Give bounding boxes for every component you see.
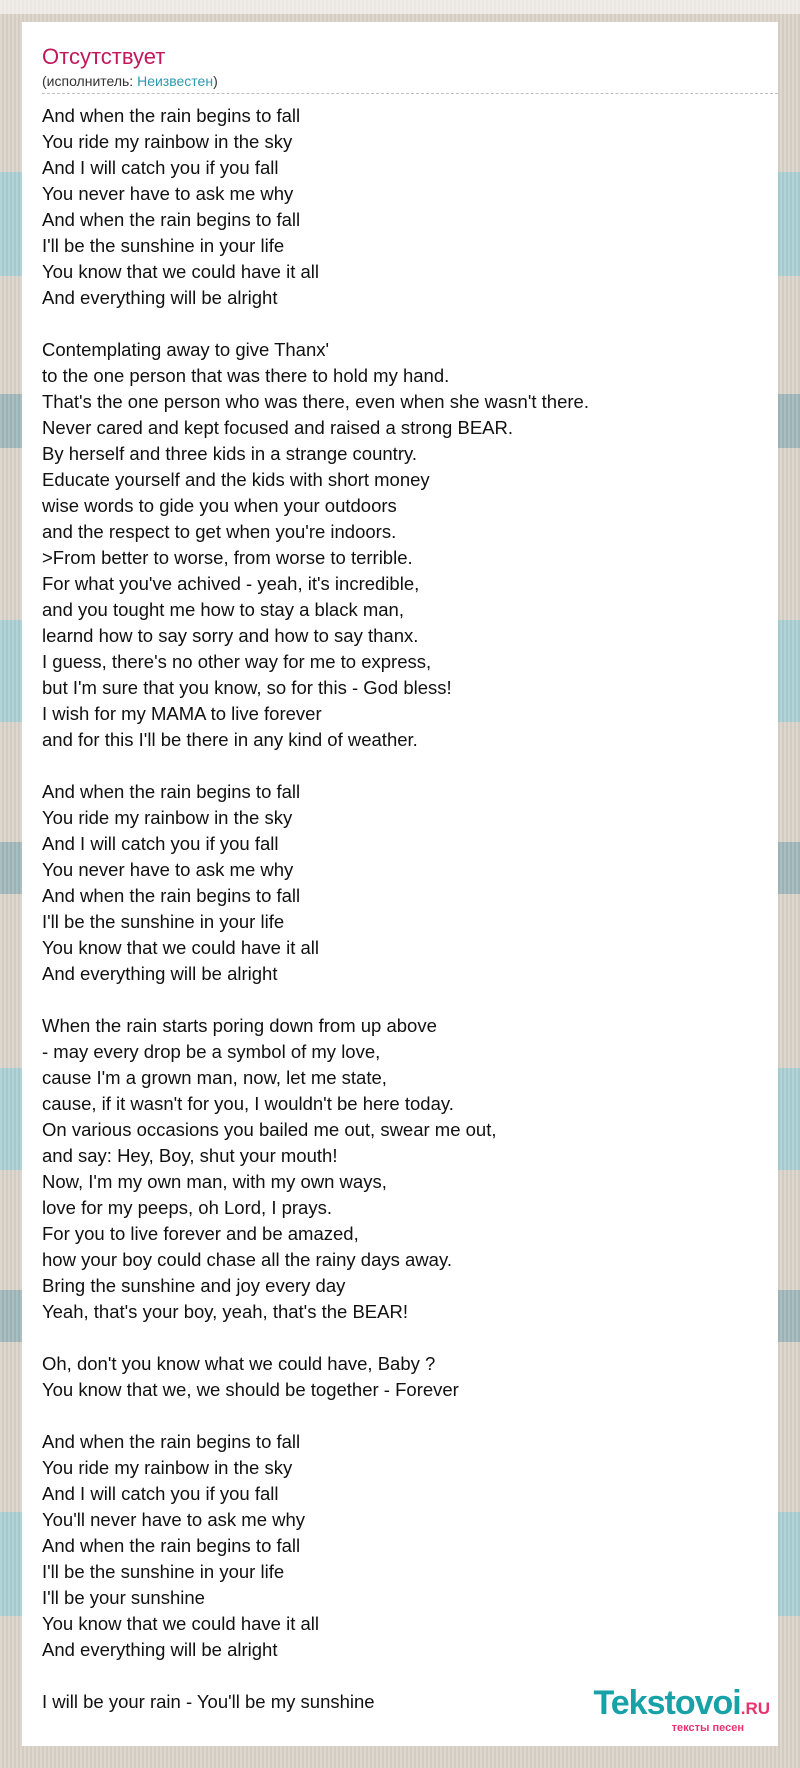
lyrics-line: And when the rain begins to fall: [42, 209, 301, 230]
lyrics-blank-line: [42, 753, 762, 779]
lyrics-line: You ride my rainbow in the sky: [42, 807, 293, 828]
lyrics-line: You never have to ask me why: [42, 859, 294, 880]
lyrics-line: Oh, don't you know what we could have, Baby ?: [42, 1353, 436, 1374]
artist-suffix: ): [213, 73, 218, 89]
lyrics-line: And everything will be alright: [42, 287, 278, 308]
logo-text: Tekstovoi: [593, 1684, 741, 1722]
lyrics-line: Educate yourself and the kids with short money: [42, 469, 430, 490]
lyrics-line: I will be your rain - You'll be my sunshine: [42, 1691, 375, 1712]
lyrics-line: Contemplating away to give Thanx': [42, 339, 330, 360]
lyrics-blank-line: [42, 987, 762, 1013]
lyrics-line: And everything will be alright: [42, 1639, 278, 1660]
artist-link[interactable]: Неизвестен: [137, 73, 214, 89]
lyrics-line: And when the rain begins to fall: [42, 1535, 301, 1556]
lyrics-blank-line: [42, 1325, 762, 1351]
lyrics-line: And I will catch you if you fall: [42, 1483, 279, 1504]
lyrics-blank-line: [42, 1403, 762, 1429]
lyrics-blank-line: [42, 311, 762, 337]
lyrics-line: and you tought me how to stay a black man,: [42, 599, 404, 620]
lyrics-line: and for this I'll be there in any kind of weather.: [42, 729, 418, 750]
lyrics-line: love for my peeps, oh Lord, I prays.: [42, 1197, 332, 1218]
lyrics-line: You never have to ask me why: [42, 183, 294, 204]
lyrics-card: [22, 22, 778, 1746]
lyrics-line: but I'm sure that you know, so for this - God bless!: [42, 677, 452, 698]
lyrics-line: For you to live forever and be amazed,: [42, 1223, 359, 1244]
lyrics-line: For what you've achived - yeah, it's incredible,: [42, 573, 420, 594]
lyrics-line: You know that we could have it all: [42, 261, 319, 282]
lyrics-line: - may every drop be a symbol of my love,: [42, 1041, 381, 1062]
lyrics-line: You know that we could have it all: [42, 1613, 319, 1634]
lyrics-line: to the one person that was there to hold my hand.: [42, 365, 450, 386]
lyrics-line: and the respect to get when you're indoors.: [42, 521, 397, 542]
lyrics-line: I'll be the sunshine in your life: [42, 235, 285, 256]
lyrics-line: learnd how to say sorry and how to say thanx.: [42, 625, 419, 646]
lyrics-line: Yeah, that's your boy, yeah, that's the BEAR!: [42, 1301, 408, 1322]
lyrics-line: That's the one person who was there, even when she wasn't there.: [42, 391, 589, 412]
lyrics-text: [42, 103, 762, 1715]
lyrics-line: I guess, there's no other way for me to express,: [42, 651, 432, 672]
site-logo[interactable]: [594, 1686, 770, 1734]
song-title: Отсутствует: [42, 44, 166, 69]
logo-tagline: тексты песен: [671, 1722, 744, 1734]
lyrics-line: And when the rain begins to fall: [42, 885, 301, 906]
lyrics-line: And I will catch you if you fall: [42, 833, 279, 854]
lyrics-line: wise words to gide you when your outdoors: [42, 495, 397, 516]
lyrics-line: And I will catch you if you fall: [42, 157, 279, 178]
lyrics-line: I wish for my MAMA to live forever: [42, 703, 322, 724]
lyrics-line: By herself and three kids in a strange country.: [42, 443, 417, 464]
lyrics-line: And when the rain begins to fall: [42, 105, 301, 126]
lyrics-line: When the rain starts poring down from up above: [42, 1015, 437, 1036]
lyrics-line: And everything will be alright: [42, 963, 278, 984]
lyrics-line: On various occasions you bailed me out, swear me out,: [42, 1119, 497, 1140]
lyrics-line: And when the rain begins to fall: [42, 1431, 301, 1452]
lyrics-line: And when the rain begins to fall: [42, 781, 301, 802]
lyrics-line: You'll never have to ask me why: [42, 1509, 306, 1530]
lyrics-line: You know that we could have it all: [42, 937, 319, 958]
lyrics-line: >From better to worse, from worse to terrible.: [42, 547, 413, 568]
logo-domain: .RU: [740, 1699, 770, 1718]
artist-prefix: (исполнитель:: [42, 73, 138, 89]
lyrics-line: I'll be your sunshine: [42, 1587, 205, 1608]
lyrics-line: I'll be the sunshine in your life: [42, 1561, 285, 1582]
header-divider: [42, 93, 778, 94]
lyrics-line: how your boy could chase all the rainy days away.: [42, 1249, 452, 1270]
artist-line: [42, 73, 218, 89]
lyrics-line: You ride my rainbow in the sky: [42, 131, 293, 152]
lyrics-line: cause, if it wasn't for you, I wouldn't be here today.: [42, 1093, 454, 1114]
lyrics-line: You know that we, we should be together - Forever: [42, 1379, 459, 1400]
lyrics-line: You ride my rainbow in the sky: [42, 1457, 293, 1478]
lyrics-line: Bring the sunshine and joy every day: [42, 1275, 346, 1296]
lyrics-line: I'll be the sunshine in your life: [42, 911, 285, 932]
lyrics-line: Never cared and kept focused and raised a strong BEAR.: [42, 417, 513, 438]
lyrics-line: and say: Hey, Boy, shut your mouth!: [42, 1145, 338, 1166]
lyrics-line: cause I'm a grown man, now, let me state,: [42, 1067, 387, 1088]
lyrics-line: Now, I'm my own man, with my own ways,: [42, 1171, 387, 1192]
